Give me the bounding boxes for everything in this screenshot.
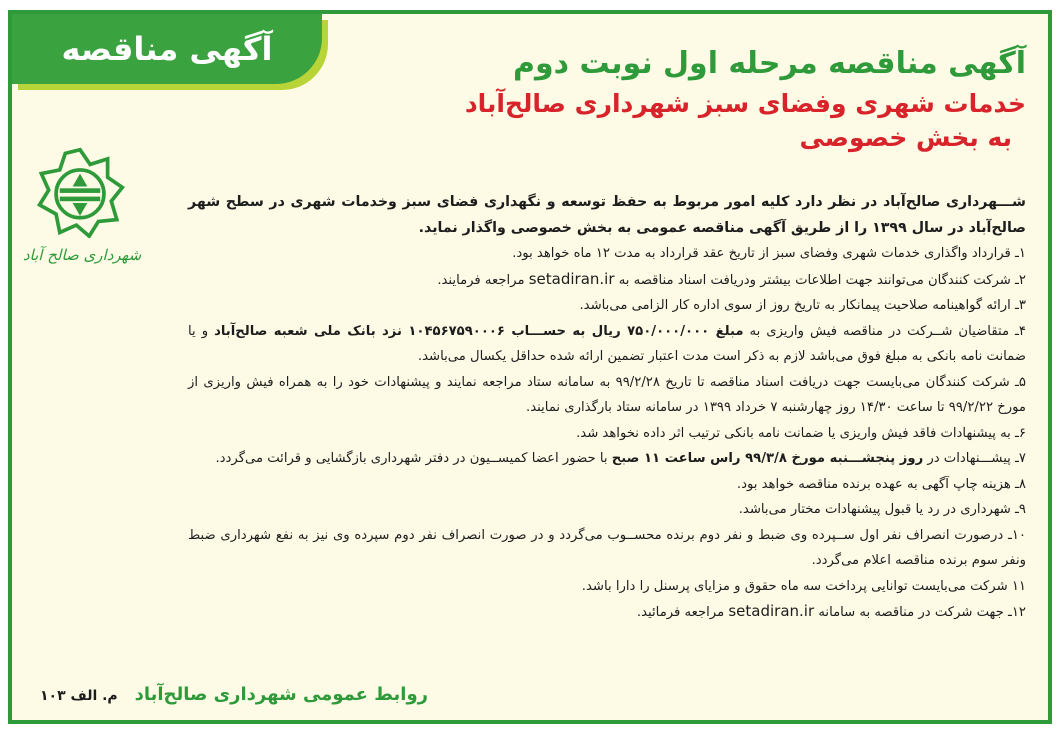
item-12 [188, 599, 1026, 626]
notice-title: آگهی مناقصه مرحله اول نوبت دوم [513, 46, 1026, 81]
heading-block [386, 42, 1026, 154]
notice-subtitle-line1: خدمات شهری وفضای سبز شهرداری صالح‌آباد [464, 89, 1026, 118]
municipality-emblem-icon [34, 146, 126, 238]
item-10: ۱۰ـ درصورت انصراف نفر اول ســپرده وی ضبط و نفر دوم برنده محســوب می‌گردد و در صورت انصراف نفر دوم سپرده وی نیز به نفع شهرداری ضبط ونفر سوم برنده مناقصه اعلام می‌گردد. [188, 527, 1026, 568]
item-7 [188, 446, 1026, 472]
item-2-text: ۲ـ شرکت کنندگان می‌توانند جهت اطلاعات بیشتر ودریافت اسناد مناقصه به [618, 272, 1026, 288]
item-3: ۳ـ ارائه گواهینامه صلاحیت پیمانکار به تاریخ روز از سوی اداره کار الزامی می‌باشد. [579, 298, 1026, 313]
item-12-text: ۱۲ـ جهت شرکت در مناقصه به سامانه [818, 605, 1026, 620]
notice-body [188, 190, 1026, 626]
item-4-amount: مبلغ ۷۵۰/۰۰۰/۰۰۰ ریال به حســـاب ۱۰۴۵۶۷۵۹۰۰۰۶ نزد بانک ملی شعبه صالح‌آباد [214, 323, 744, 339]
item-11: ۱۱ شرکت می‌بایست توانایی پرداخت سه ماه حقوق و مزایای پرسنل را دارا باشد. [581, 578, 1026, 594]
notice-type-label: آگهی مناقصه [61, 30, 273, 68]
item-4-rest: و یا ضمانت نامه بانکی به مبلغ فوق می‌باشد لازم به ذکر است مدت اعتبار تضمین ارائه شده حداقل یکسال می‌باشد. [188, 323, 1026, 364]
item-9: ۹ـ شهرداری در رد یا قبول پیشنهادات مختار می‌باشد. [738, 502, 1026, 517]
intro-paragraph: شـــهرداری صالح‌آباد در نظر دارد کلیه امور مربوط به حفظ توسعه و نگهداری فضای سبز وخدمات شهری در سطح شهر صالح‌آباد در سال ۱۳۹۹ را از طریق آگهی مناقصه عمومی به بخش خصوصی واگذار نماید. [188, 194, 1026, 236]
item-2 [188, 267, 1026, 294]
footer-organization: روابط عمومی شهرداری صالح‌آباد [134, 684, 428, 705]
item-1: ۱ـ قرارداد واگذاری خدمات شهری وفضای سبز از تاریخ عقد قرارداد به مدت ۱۲ ماه خواهد بود. [512, 246, 1026, 261]
item-5: ۵ـ شرکت کنندگان می‌بایست جهت دریافت اسناد مناقصه تا تاریخ ۹۹/۲/۲۸ به سامانه ستاد مراجعه نمایند و پیشنهادات خود را به همراه فیش واریزی از مورخ ۹۹/۲/۲۲ تا ساعت ۱۴/۳۰ روز چهارشنبه ۷ خرداد ۱۳۹۹ در سامانه ستاد بارگذاری نمایند. [188, 374, 1026, 415]
item-7-lead: ۷ـ پیشـــنهادات در [927, 451, 1026, 466]
notice-type-tab [12, 14, 322, 84]
item-4 [188, 319, 1026, 370]
item-6: ۶ـ به پیشنهادات فاقد فیش واریزی یا ضمانت نامه بانکی ترتیب اثر داده نخواهد شد. [576, 425, 1026, 441]
footer-code: م. الف ۱۰۳ [40, 688, 118, 704]
item-7-rest: با حضور اعضا کمیســیون در دفتر شهرداری بازگشایی و قرائت می‌گردد. [215, 451, 608, 466]
item-2-website: setadiran.ir [528, 269, 615, 288]
logo-caption: شهرداری صالح آباد [22, 246, 142, 264]
item-7-datetime: روز پنجشـــنبه مورخ ۹۹/۳/۸ راس ساعت ۱۱ صبح [611, 451, 924, 466]
item-2-text-end: مراجعه فرمایند. [437, 272, 525, 288]
notice-subtitle-line2: به بخش خصوصی [799, 123, 1012, 152]
notice-frame [8, 10, 1052, 724]
item-4-lead: ۴ـ متقاضیان شــرکت در مناقصه فیش واریزی به [749, 323, 1026, 339]
item-12-text-end: مراجعه فرمائید. [636, 605, 725, 620]
item-12-website: setadiran.ir [728, 602, 815, 620]
item-8: ۸ـ هزینه چاپ آگهی به عهده برنده مناقصه خواهد بود. [736, 476, 1026, 492]
